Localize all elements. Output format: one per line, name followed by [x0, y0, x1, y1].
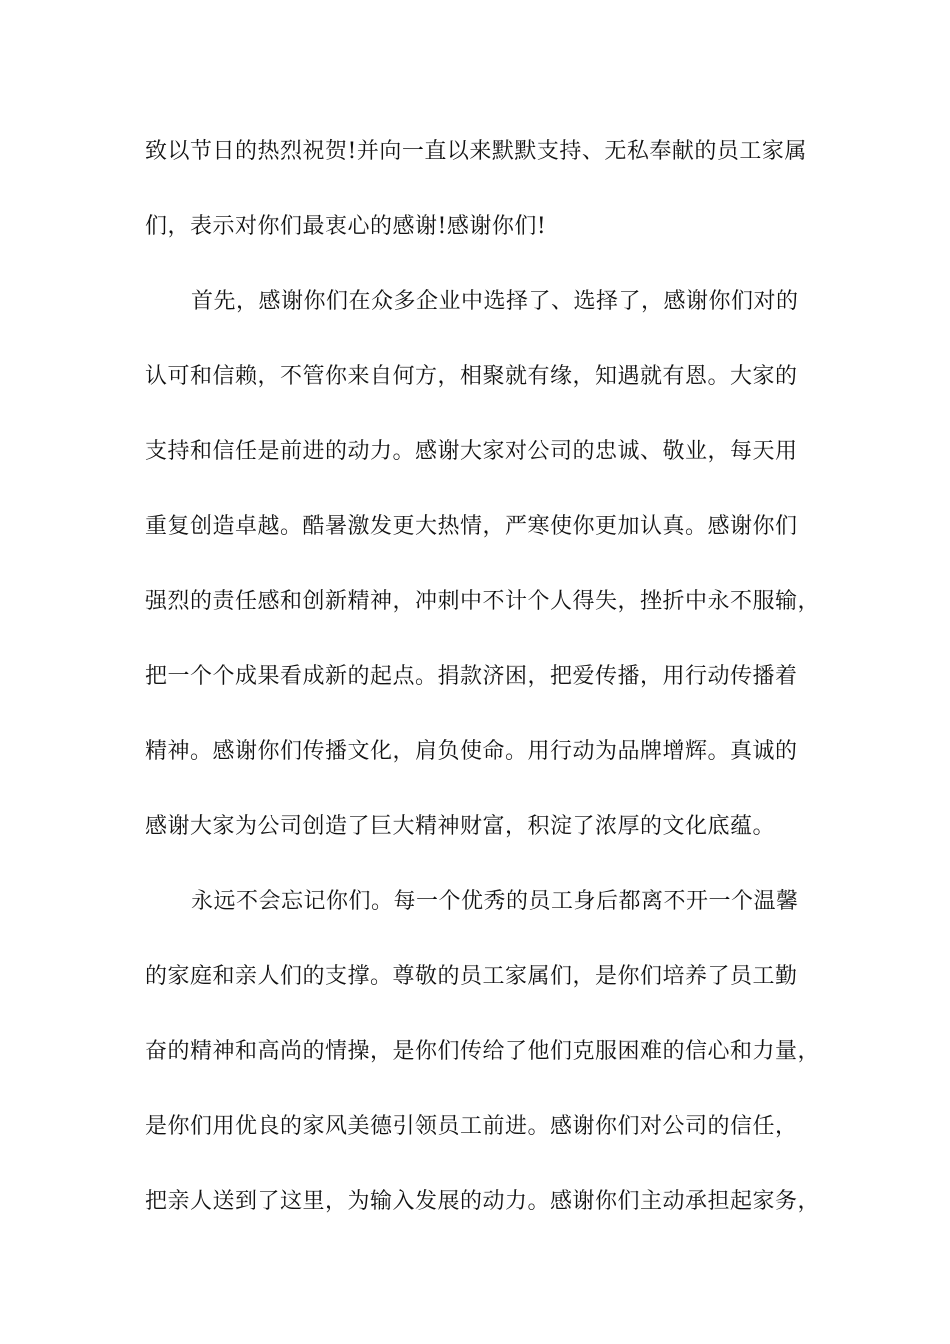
paragraph-start-line: 永远不会忘记你们。每一个优秀的员工身后都离不开一个温馨	[191, 889, 799, 914]
text-line: 的家庭和亲人们的支撑。尊敬的员工家属们，是你们培养了员工勤	[145, 964, 798, 989]
text-line: 感谢大家为公司创造了巨大精神财富，积淀了浓厚的文化底蕴。	[145, 814, 776, 839]
text-line: 们，表示对你们最衷心的感谢!感谢你们!	[145, 214, 547, 239]
paragraph-start-line: 首先，感谢你们在众多企业中选择了、选择了，感谢你们对的	[191, 289, 799, 314]
text-line: 强烈的责任感和创新精神，冲刺中不计个人得失，挫折中永不服输，	[145, 589, 821, 614]
text-line: 重复创造卓越。酷暑激发更大热情，严寒使你更加认真。感谢你们	[145, 514, 798, 539]
text-line: 把亲人送到了这里，为输入发展的动力。感谢你们主动承担起家务，	[145, 1189, 821, 1214]
text-line: 支持和信任是前进的动力。感谢大家对公司的忠诚、敬业，每天用	[145, 439, 798, 464]
text-line: 认可和信赖，不管你来自何方，相聚就有缘，知遇就有恩。大家的	[145, 364, 798, 389]
text-line: 把一个个成果看成新的起点。捐款济困，把爱传播，用行动传播着	[145, 664, 798, 689]
text-line: 致以节日的热烈祝贺!并向一直以来默默支持、无私奉献的员工家属	[145, 139, 807, 164]
text-line: 奋的精神和高尚的情操，是你们传给了他们克服困难的信心和力量，	[145, 1039, 821, 1064]
text-line: 精神。感谢你们传播文化，肩负使命。用行动为品牌增辉。真诚的	[145, 739, 798, 764]
text-line: 是你们用优良的家风美德引领员工前进。感谢你们对公司的信任，	[145, 1114, 798, 1139]
